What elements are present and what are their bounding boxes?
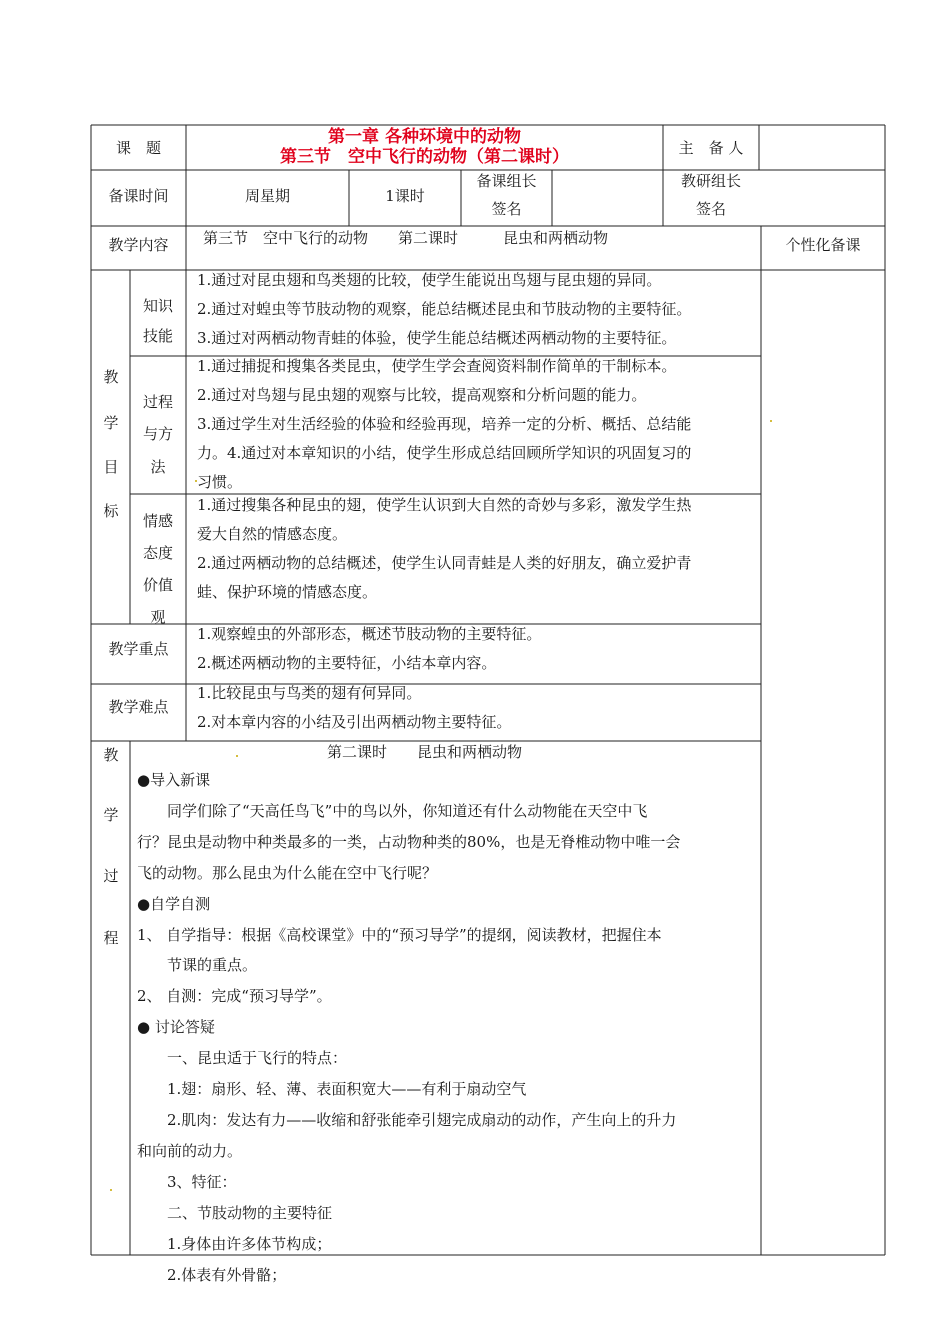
process-body-line: 3、特征： (137, 1172, 237, 1191)
difficult-point-line: 1.比较昆虫与鸟类的翅有何异同。 (197, 684, 422, 702)
process-body-line: 1、 自学指导：根据《高校课堂》中的“预习导学”的提纲，阅读教材，把握住本 (137, 925, 662, 944)
goals-char-3: 目 (103, 458, 119, 476)
goals-char-2: 学 (103, 414, 119, 432)
process-body (137, 765, 680, 1290)
process-body-line: 和向前的动力。 (137, 1141, 243, 1160)
teaching-content-text: 第三节 空中飞行的动物 第二课时 昆虫和两栖动物 (203, 229, 609, 247)
process-line: 2.通过对鸟翅与昆虫翅的观察与比较，提高观察和分析问题的能力。 (197, 386, 647, 404)
process-body-line: ●导入新课 (137, 771, 211, 789)
emotion-line: 蛙、保护环境的情感态度。 (197, 583, 378, 601)
process-body-line: 1.身体由许多体节构成； (137, 1234, 332, 1253)
process-char-2: 学 (103, 806, 119, 824)
process-body-line: 2.肌肉：发达有力——收缩和舒张能牵引翅完成扇动的动作，产生向上的升力 (137, 1110, 677, 1129)
knowledge-goals (197, 266, 691, 353)
emotion-label-1: 情感 (142, 512, 173, 530)
process-line: 1.通过捕捉和搜集各类昆虫，使学生学会查阅资料制作简单的干制标本。 (197, 357, 677, 375)
emotion-goals (197, 491, 691, 607)
speck (770, 420, 772, 422)
knowledge-line: 3.通过对两栖动物青蛙的体验，使学生能总结概述两栖动物的主要特征。 (197, 329, 677, 347)
emotion-line: 爱大自然的情感态度。 (197, 525, 348, 543)
week-field: 周星期 (244, 187, 290, 205)
process-char-3: 过 (103, 867, 119, 885)
process-label-2: 与方 (142, 425, 173, 443)
process-goals (197, 352, 691, 497)
difficult-points (197, 679, 511, 737)
prep-time-label: 备课时间 (108, 187, 169, 205)
knowledge-label-2: 技能 (142, 327, 173, 345)
process-body-line: 2.体表有外骨骼； (137, 1265, 287, 1284)
process-body-line: 同学们除了“天高任鸟飞”中的鸟以外，你知道还有什么动物能在天空中飞 (137, 801, 648, 820)
process-body-line: 2、 自测：完成“预习导学”。 (137, 987, 332, 1006)
process-label-1: 过程 (142, 393, 173, 411)
key-points-label: 教学重点 (108, 640, 169, 658)
topic-label: 课 题 (115, 139, 161, 157)
process-heading: 第二课时 昆虫和两栖动物 (327, 743, 523, 761)
speck (195, 480, 197, 482)
emotion-label-2: 态度 (142, 544, 173, 562)
emotion-label-4: 观 (150, 608, 166, 626)
speck (110, 1189, 112, 1191)
goals-char-4: 标 (103, 502, 119, 520)
teaching-content-label: 教学内容 (108, 236, 169, 254)
process-char-4: 程 (103, 929, 119, 947)
emotion-label-3: 价值 (142, 576, 173, 594)
key-point-line: 1.观察蝗虫的外部形态，概述节肢动物的主要特征。 (197, 625, 542, 643)
process-body-line: 1.翅：扇形、轻、薄、表面积宽大——有利于扇动空气 (137, 1080, 527, 1099)
process-line: 3.通过学生对生活经验的体验和经验再现，培养一定的分析、概括、总结能 (197, 415, 692, 433)
process-body-line: ●自学自测 (137, 894, 211, 913)
process-label-3: 法 (150, 458, 166, 476)
research-leader-label: 教研组长 (680, 172, 741, 190)
knowledge-line: 1.通过对昆虫翅和鸟类翅的比较，使学生能说出鸟翅与昆虫翅的异同。 (197, 271, 662, 289)
key-points (197, 620, 541, 678)
difficult-points-label: 教学难点 (108, 698, 169, 716)
difficult-point-line: 2.对本章内容的小结及引出两栖动物主要特征。 (197, 713, 512, 731)
emotion-line: 1.通过搜集各种昆虫的翅，使学生认识到大自然的奇妙与多彩，激发学生热 (197, 496, 692, 514)
group-leader-sign-label: 签名 (491, 200, 522, 218)
process-body-line: 飞的动物。那么昆虫为什么能在空中飞行呢？ (137, 863, 438, 882)
knowledge-line: 2.通过对蝗虫等节肢动物的观察，能总结概述昆虫和节肢动物的主要特征。 (197, 300, 692, 318)
speck (236, 755, 238, 757)
key-point-line: 2.概述两栖动物的主要特征，小结本章内容。 (197, 654, 497, 672)
hours-field: 1课时 (385, 187, 425, 205)
group-leader-label: 备课组长 (476, 172, 537, 190)
emotion-line: 2.通过两栖动物的总结概述，使学生认同青蛙是人类的好朋友，确立爱护青 (197, 554, 692, 572)
knowledge-label-1: 知识 (142, 297, 173, 315)
process-line: 习惯。 (197, 473, 243, 491)
process-body-line: 二、节肢动物的主要特征 (137, 1203, 333, 1222)
chapter-title: 第一章 各种环境中的动物 (328, 127, 521, 147)
process-body-line: ● 讨论答疑 (137, 1018, 215, 1037)
process-body-line: 一、昆虫适于飞行的特点： (137, 1049, 348, 1068)
process-char-1: 教 (103, 746, 119, 764)
goals-char-1: 教 (103, 368, 119, 386)
process-line: 力。4.通过对本章知识的小结，使学生形成总结回顾所学知识的巩固复习的 (197, 444, 692, 462)
research-leader-sign-label: 签名 (695, 200, 726, 218)
process-body-line: 行？昆虫是动物中种类最多的一类，占动物种类的80%，也是无脊椎动物中唯一会 (137, 832, 681, 851)
process-body-line: 节课的重点。 (137, 956, 258, 975)
lead-preparer-label: 主 备 人 (678, 139, 744, 157)
personal-prep-label: 个性化备课 (785, 236, 861, 254)
section-title: 第三节 空中飞行的动物（第二课时） (280, 147, 569, 167)
